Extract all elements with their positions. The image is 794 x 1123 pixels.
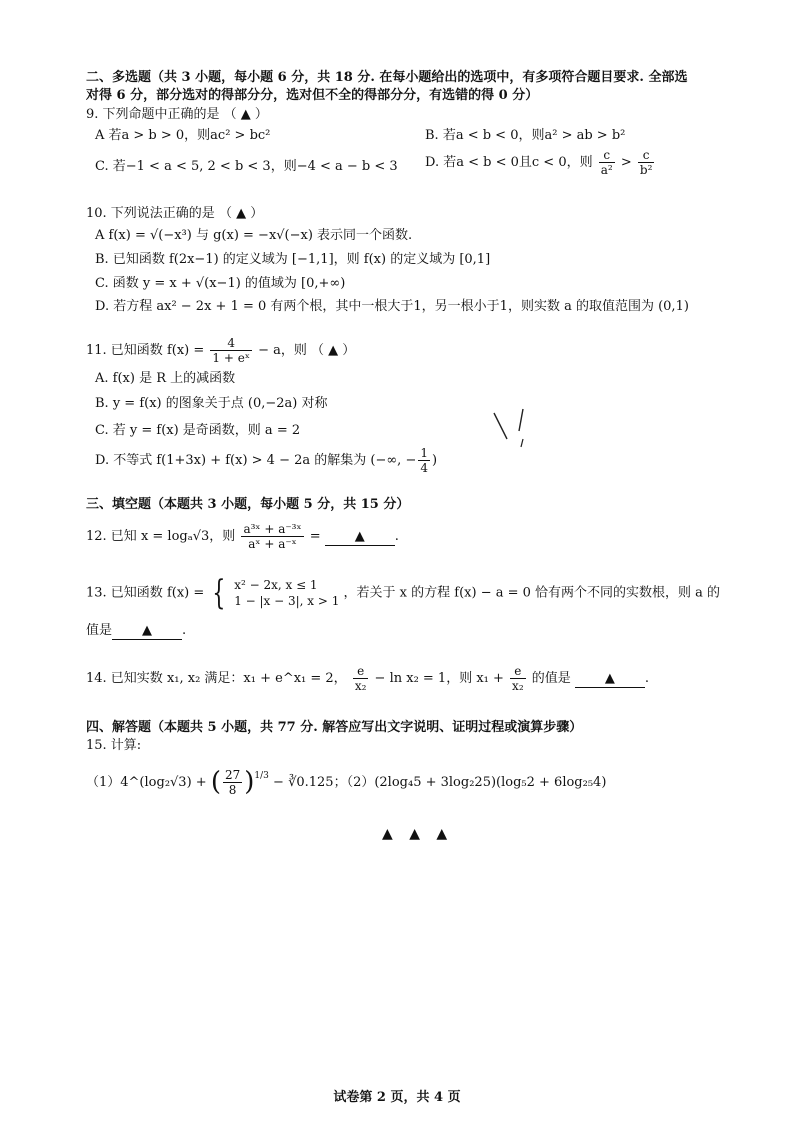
q10-option-b: B. 已知函数 f(2x−1) 的定义域为 [−1,1]，则 f(x) 的定义域为 [0,1]: [95, 252, 491, 267]
q14-num2: e: [510, 664, 526, 679]
q12-pre: 12. 已知 x = logₐ√3，则: [86, 529, 236, 544]
q11-option-c: C. 若 y = f(x) 是奇函数，则 a = 2: [95, 423, 301, 438]
q10-option-c: C. 函数 y = x + √(x−1) 的值域为 [0,+∞): [95, 276, 346, 291]
q15-p1-pre: （1）4^(log₂√3) +: [86, 775, 207, 790]
q15-paren-open: (: [210, 767, 221, 797]
q9-d-num2: c: [638, 148, 655, 163]
q13-brace: {: [212, 573, 226, 613]
q9-option-d-text: D. 若a < b < 0且c < 0，则: [425, 155, 593, 170]
section3-header: 三、填空题（本题共 3 小题，每小题 5 分，共 15 分）: [86, 497, 410, 512]
pen-marks: [490, 405, 540, 455]
q9-stem: 9. 下列命题中正确的是 （ ▲ ）: [86, 107, 268, 122]
q11-stem-post: − a，则 （ ▲ ）: [258, 343, 356, 358]
q10-option-d: D. 若方程 ax² − 2x + 1 = 0 有两个根，其中一根大于1，另一根小于1，则实数 a 的取值范围为 (0,1): [95, 299, 689, 314]
q14-fraction-2: [510, 664, 526, 693]
q11-d-post: ): [432, 453, 438, 468]
q14: [86, 664, 649, 693]
page-footer: 试卷第 2 页，共 4 页: [333, 1090, 461, 1105]
q14-post: 的值是: [531, 671, 571, 686]
q13-post: ，若关于 x 的方程 f(x) − a = 0 恰有两个不同的实数根，则 a 的: [343, 585, 721, 601]
q13-case-2: 1 − |x − 3|, x > 1: [234, 594, 340, 608]
q11-d-den: 4: [420, 461, 428, 475]
q11-fraction: [210, 336, 252, 365]
q13-cases: [234, 577, 339, 609]
q15-stem: 15. 计算:: [86, 738, 142, 753]
q11-option-a: A. f(x) 是 R 上的减函数: [95, 371, 236, 386]
q12-eq: =: [309, 529, 321, 544]
q13-pre: 13. 已知函数 f(x) =: [86, 585, 205, 601]
q11-num: 4: [210, 336, 252, 351]
q9-d-fraction-2: [638, 148, 655, 177]
q9-d-den2: b²: [639, 163, 653, 177]
q14-fraction-1: [353, 664, 369, 693]
q10-stem: 10. 下列说法正确的是 （ ▲ ）: [86, 206, 264, 221]
q11-den: 1 + eˣ: [212, 351, 250, 365]
section4-header: 四、解答题（本题共 5 小题，共 77 分. 解答应写出文字说明、证明过程或演算步骤）: [86, 720, 583, 735]
q11-d-pre: D. 不等式 f(1+3x) + f(x) > 4 − 2a 的解集为 (−∞, −: [95, 453, 417, 468]
q14-den2: x₂: [512, 679, 524, 693]
q14-end: .: [644, 671, 650, 686]
q9-d-fraction-1: [599, 148, 615, 177]
q15-fraction: [223, 768, 242, 797]
q15-exponent: 1/3: [254, 771, 269, 781]
q12-den: aˣ + a⁻ˣ: [248, 537, 297, 551]
q13-line2-pre: 值是: [86, 623, 113, 638]
q14-pre: 14. 已知实数 x₁, x₂ 满足：x₁ + e^x₁ = 2，: [86, 671, 347, 686]
q11-stem: [86, 336, 355, 365]
q15-paren-close: ): [244, 767, 255, 797]
q9-option-b: B. 若a < b < 0，则a² > ab > b²: [425, 128, 626, 143]
q11-d-fraction: [418, 446, 430, 475]
q9-option-c: C. 若−1 < a < 5, 2 < b < 3，则−4 < a − b < 3: [95, 159, 398, 174]
q12-fraction: [241, 522, 303, 551]
q14-answer-blank[interactable]: ▲: [575, 670, 645, 688]
section2-header-line1: 二、多选题（共 3 小题，每小题 6 分，共 18 分. 在每小题给出的选项中，有多项符合题目要求. 全部选: [86, 70, 688, 85]
q12-num: a³ˣ + a⁻³ˣ: [243, 522, 302, 536]
q12: [86, 522, 399, 551]
q13-case-1: x² − 2x, x ≤ 1: [234, 578, 318, 592]
q13-end: .: [182, 623, 187, 638]
q9-d-den1: a²: [600, 163, 613, 177]
q15-p1-post: − ∛0.125；（2）(2log₄5 + 3log₂25)(log₅2 + 6log₂₅4): [273, 775, 607, 790]
end-marks: ▲ ▲ ▲: [382, 826, 454, 842]
q10-option-a: A f(x) = √(−x³) 与 g(x) = −x√(−x) 表示同一个函数.: [95, 228, 413, 243]
q11-d-num: 1: [420, 446, 428, 460]
q14-den1: x₂: [354, 679, 367, 693]
q9-option-a: A 若a > b > 0，则ac² > bc²: [95, 128, 271, 143]
q11-stem-pre: 11. 已知函数 f(x) =: [86, 343, 205, 358]
q12-answer-blank[interactable]: ▲: [325, 528, 395, 546]
q13: [86, 573, 721, 613]
q11-option-d: [95, 446, 437, 475]
q13-line2: [86, 622, 186, 640]
q11-option-b: B. y = f(x) 的图象关于点 (0,−2a) 对称: [95, 396, 328, 411]
q13-answer-blank[interactable]: ▲: [112, 622, 182, 640]
q15-den: 8: [228, 783, 237, 797]
q9-d-gt: >: [620, 155, 632, 170]
q14-num1: e: [353, 664, 369, 679]
q9-d-num1: c: [599, 148, 615, 163]
q15-num: 27: [224, 768, 241, 782]
section2-header-line2: 对得 6 分，部分选对的得部分分，选对但不全的得部分分，有选错的得 0 分）: [86, 88, 539, 103]
q15-parts: [86, 768, 606, 797]
q14-mid: − ln x₂ = 1，则 x₁ +: [374, 671, 504, 686]
q12-end: .: [394, 529, 399, 544]
q9-option-d: [425, 148, 656, 177]
